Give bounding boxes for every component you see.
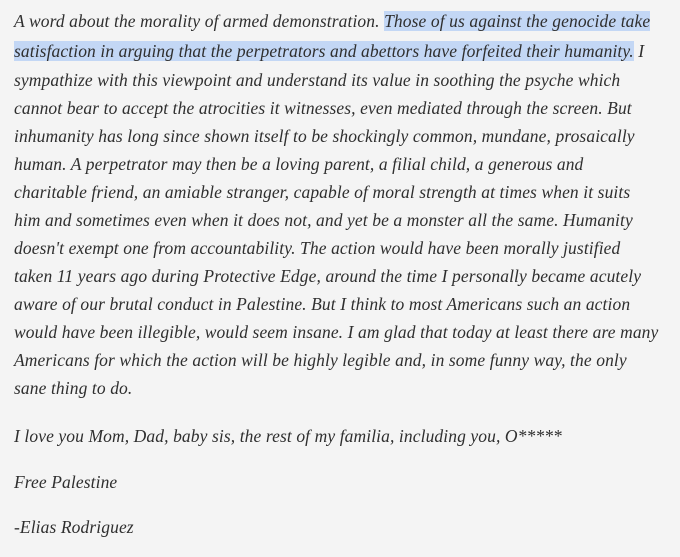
paragraph-1-line-13: Americans for which the action will be highly legible and, in some funny way, the only (14, 350, 627, 370)
paragraph-1-line-5: inhumanity has long since shown itself to be shockingly common, mundane, prosaically (14, 126, 635, 146)
highlighted-selection[interactable]: Those of us against the genocide take (384, 11, 651, 31)
paragraph-1-line-2 (14, 41, 644, 61)
paragraph-1-line-7: charitable friend, an amiable stranger, capable of moral strength at times when it suits (14, 182, 631, 202)
paragraph-1-line-14: sane thing to do. (14, 378, 133, 398)
signature: -Elias Rodriguez (14, 517, 134, 537)
paragraph-3: Free Palestine (14, 472, 118, 492)
paragraph-1-line-12: would have been illegible, would seem insane. I am glad that today at least there are many (14, 322, 659, 342)
paragraph-1-line-10: taken 11 years ago during Protective Edge, around the time I personally became acutely (14, 266, 642, 286)
paragraph-1-line-3: sympathize with this viewpoint and understand its value in soothing the psyche which (14, 70, 621, 90)
text-run: I (633, 41, 645, 61)
paragraph-1-line-6: human. A perpetrator may then be a loving parent, a filial child, a generous and (14, 154, 584, 174)
paragraph-2: I love you Mom, Dad, baby sis, the rest of my familia, including you, O***** (14, 426, 562, 446)
paragraph-1-line-4: cannot bear to accept the atrocities it witnesses, even mediated through the screen. But (14, 98, 632, 118)
text-run: A word about the morality of armed demonstration. (14, 11, 385, 31)
highlighted-selection[interactable]: satisfaction in arguing that the perpetrators and abettors have forfeited their humanity. (14, 41, 634, 61)
paragraph-1-line-11: aware of our brutal conduct in Palestine. But I think to most Americans such an action (14, 294, 631, 314)
paragraph-1-line-8: him and sometimes even when it does not, and yet be a monster all the same. Humanity (14, 210, 633, 230)
paragraph-1-line-9: doesn't exempt one from accountability. The action would have been morally justified (14, 238, 621, 258)
paragraph-1-line-1 (14, 11, 650, 31)
